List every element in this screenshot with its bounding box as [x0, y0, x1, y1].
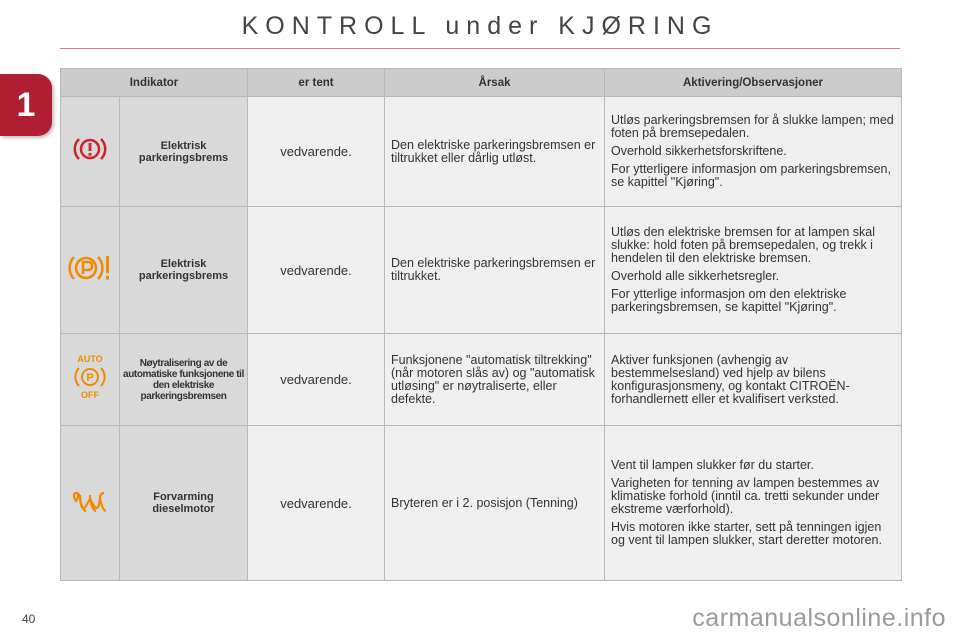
indicator-cause: Bryteren er i 2. posisjon (Tenning) — [385, 426, 605, 581]
indicator-state: vedvarende. — [248, 426, 385, 581]
action-text: Varigheten for tenning av lampen bestemmes av klimatiske forhold (inntil ca. tretti sekunder under ekstreme værforhold). — [611, 476, 880, 516]
icon-cell — [61, 97, 120, 207]
action-text: Hvis motoren ikke starter, sett på tenningen igjen og vent til lampen slukker, start deretter motoren. — [611, 520, 882, 547]
action-text: For ytterlige informasjon om den elektriske parkeringsbremsen, se kapittel "Kjøring". — [611, 287, 847, 314]
parking-brake-fault-icon — [66, 252, 114, 289]
icon-cell — [61, 334, 120, 426]
action-text: Vent til lampen slukker før du starter. — [611, 458, 814, 472]
indicator-table — [60, 68, 902, 581]
indicator-state: vedvarende. — [248, 97, 385, 207]
indicator-actions — [605, 207, 902, 334]
icon-cell — [61, 426, 120, 581]
header-er-tent: er tent — [248, 69, 385, 97]
table-header-row — [61, 69, 902, 97]
indicator-actions — [605, 426, 902, 581]
indicator-name: Elektrisk parkeringsbrems — [120, 207, 248, 334]
action-text: For ytterligere informasjon om parkeringsbremsen, se kapittel "Kjøring". — [611, 162, 891, 189]
indicator-name: Forvarming dieselmotor — [120, 426, 248, 581]
action-text: Utløs den elektriske bremsen for at lampen skal slukke: hold foten på bremsepedalen, og trekk i hendelen til den elektriske bremsen. — [611, 225, 875, 265]
page-title: KONTROLL under KJØRING — [241, 12, 719, 40]
header-indikator: Indikator — [61, 69, 248, 97]
table-row — [61, 426, 902, 581]
indicator-name: Elektrisk parkeringsbrems — [120, 97, 248, 207]
icon-cell — [61, 207, 120, 334]
off-label: OFF — [81, 390, 99, 400]
indicator-actions — [605, 334, 902, 426]
indicator-state: vedvarende. — [248, 334, 385, 426]
title-divider — [60, 48, 900, 49]
action-text: Overhold sikkerhetsforskriftene. — [611, 144, 787, 158]
brake-warning-icon — [72, 135, 108, 168]
glow-plug-icon — [72, 489, 108, 518]
page-number: 40 — [22, 612, 36, 626]
indicator-state: vedvarende. — [248, 207, 385, 334]
auto-p-off-icon — [70, 354, 110, 405]
header-arsak: Årsak — [385, 69, 605, 97]
indicator-name: Nøytralisering av de automatiske funksjonene til den elektriske parkeringsbremsen — [120, 334, 248, 426]
indicator-actions — [605, 97, 902, 207]
table-row — [61, 207, 902, 334]
p-label: P — [86, 372, 94, 384]
action-text: Utløs parkeringsbremsen for å slukke lampen; med foten på bremsepedalen. — [611, 113, 894, 140]
indicator-cause: Den elektriske parkeringsbremsen er tiltrukket. — [385, 207, 605, 334]
action-text: Overhold alle sikkerhetsregler. — [611, 269, 780, 283]
auto-label: AUTO — [77, 354, 103, 364]
table-row — [61, 334, 902, 426]
action-text: Aktiver funksjonen (avhengig av bestemmelsesland) ved hjelp av bilens konfigurasjonsmeny, og kontakt CITROËN-forhandlernett eller et kvalifisert verksted. — [611, 352, 850, 406]
table-row — [61, 97, 902, 207]
chapter-tab: 1 — [0, 74, 52, 136]
watermark: carmanualsonline.info — [692, 604, 946, 632]
header-aktivering: Aktivering/Observasjoner — [605, 69, 902, 97]
indicator-cause: Funksjonene "automatisk tiltrekking" (når motoren slås av) og "automatisk utløsing" er nøytraliserte, eller defekte. — [385, 334, 605, 426]
indicator-cause: Den elektriske parkeringsbremsen er tiltrukket eller dårlig utløst. — [385, 97, 605, 207]
